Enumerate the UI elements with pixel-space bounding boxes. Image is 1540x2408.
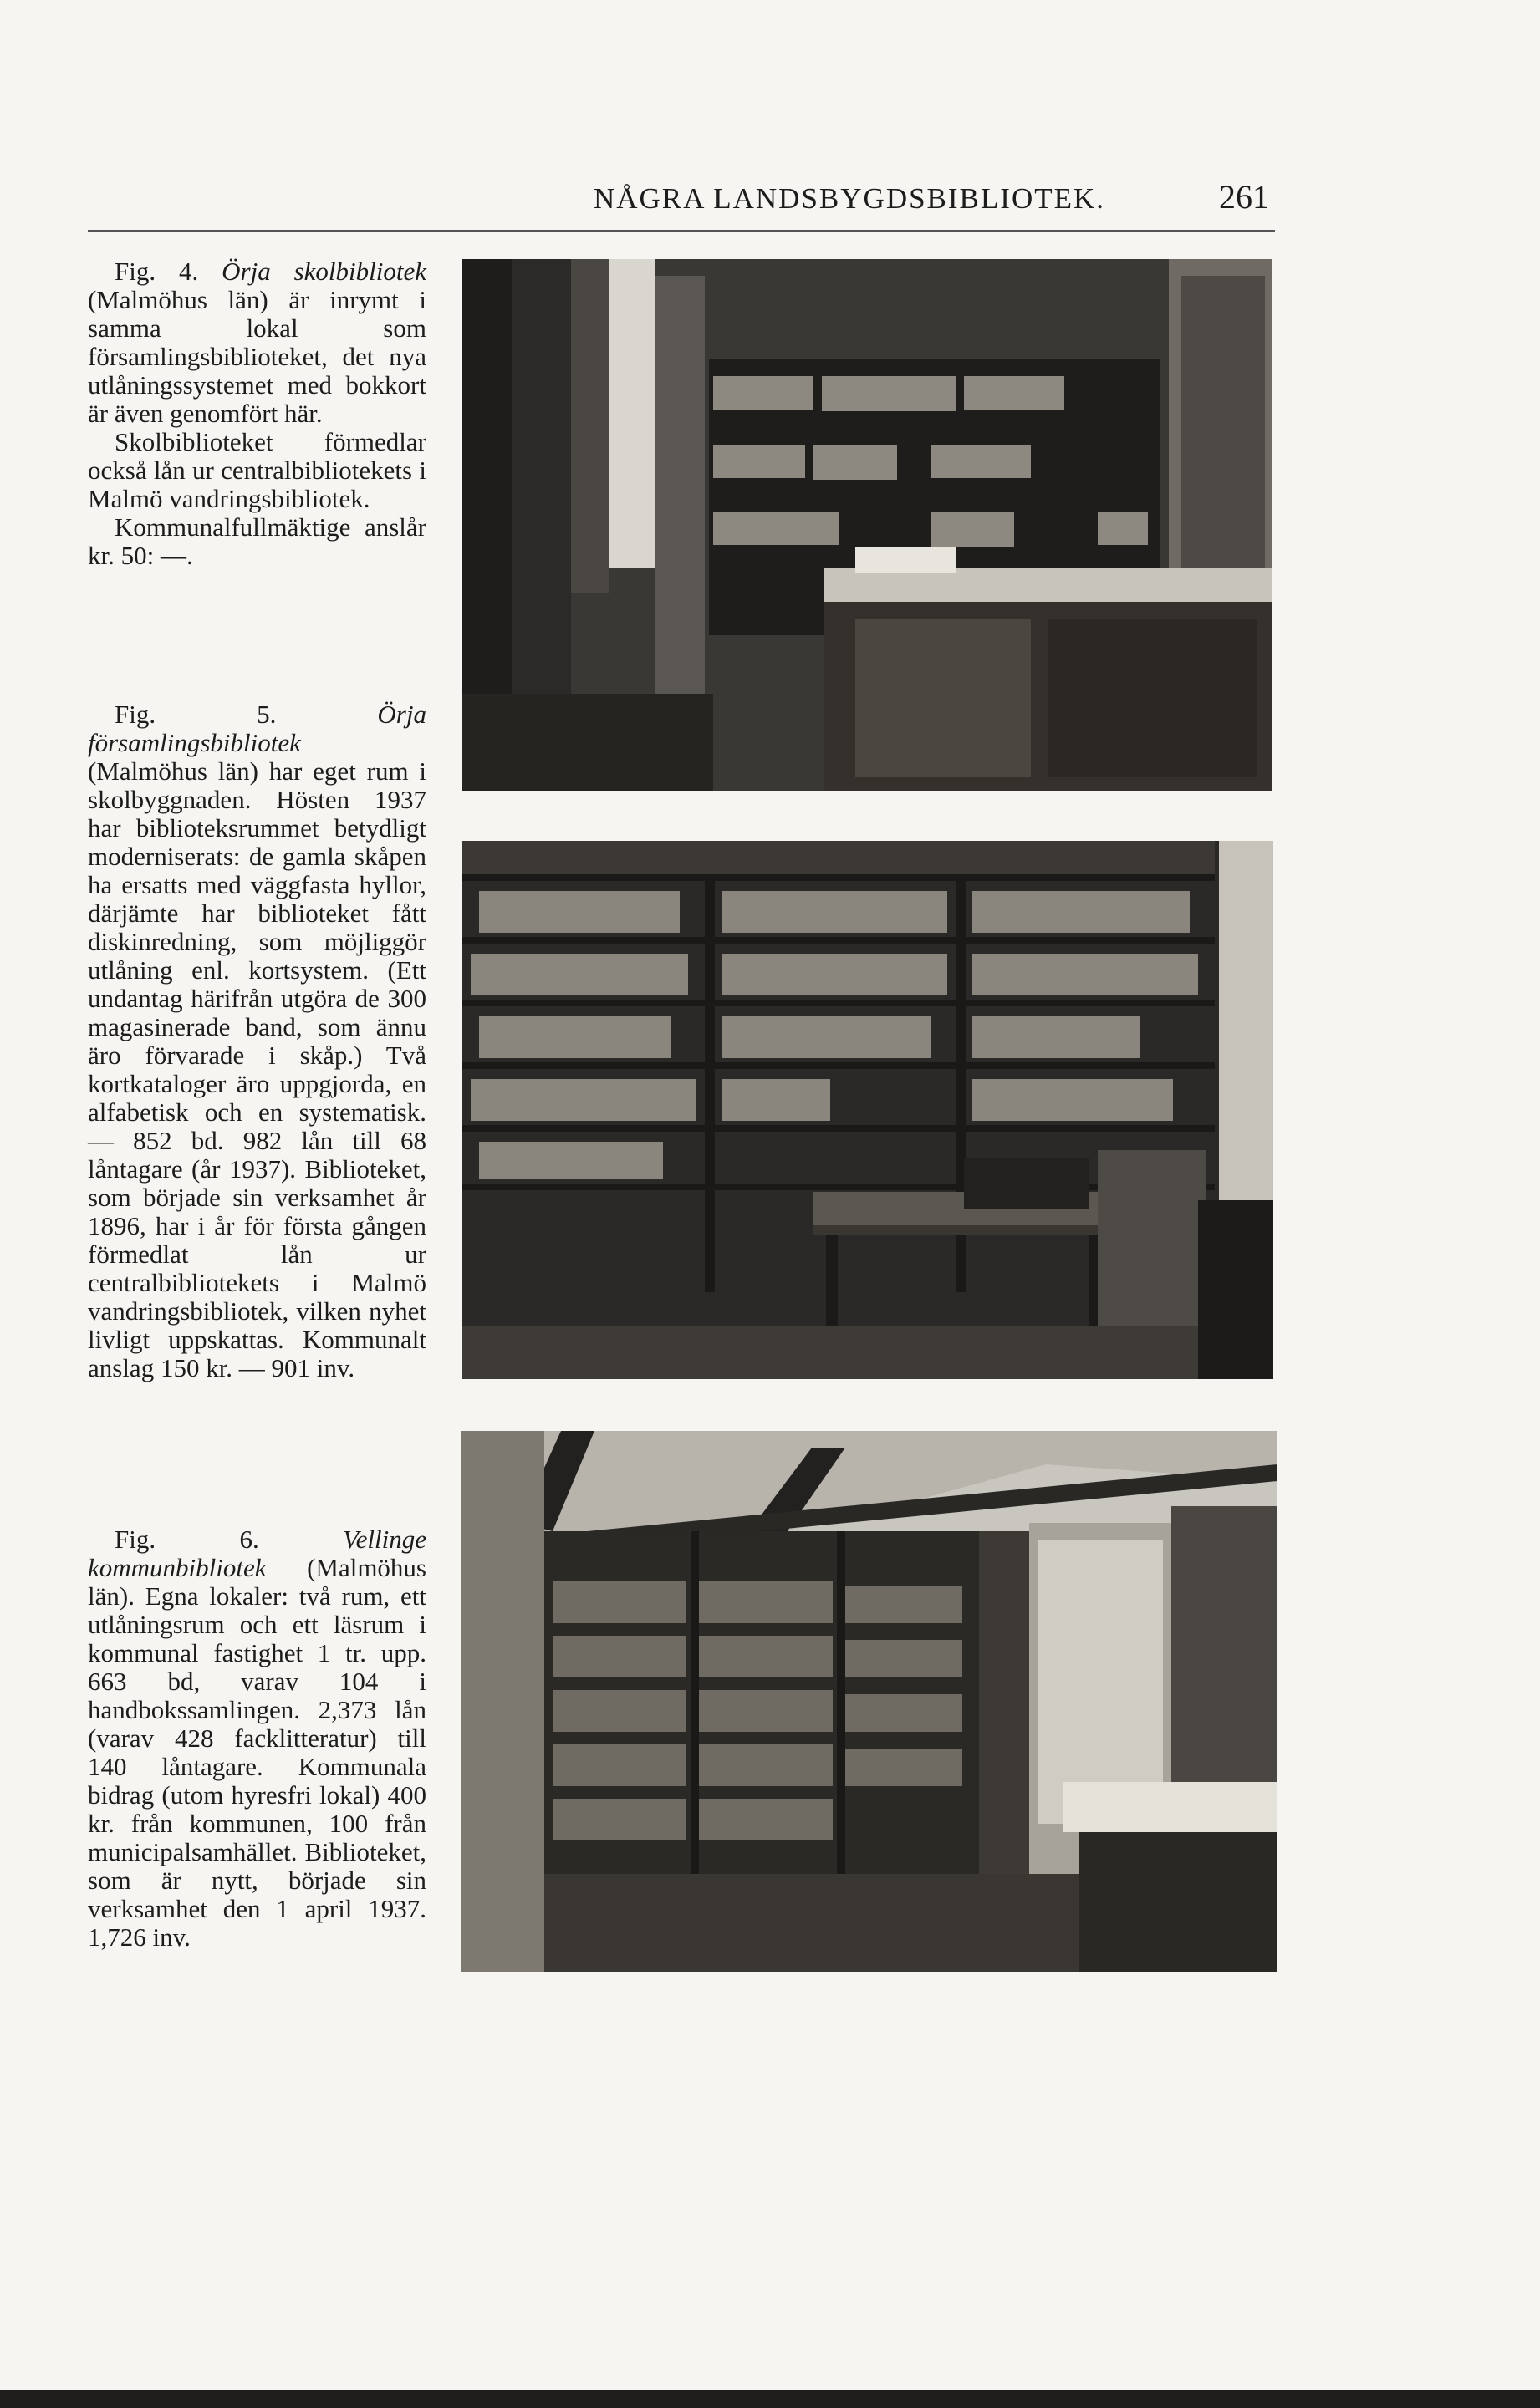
caption-fig-6 [88, 1525, 426, 1952]
caption-paragraph: Kommunalfullmäktige anslår kr. 50: —. [88, 512, 426, 570]
page-number: 261 [1219, 178, 1269, 216]
caption-paragraph: Skolbiblioteket förmedlar också lån ur centralbibliotekets i Malmö vandringsbibliotek. [88, 427, 426, 513]
caption-fig-5 [88, 700, 426, 1382]
caption-body: (Malmöhus län) har eget rum i skolbyggnaden. Hösten 1937 har biblioteksrummet betydligt moderniserats: de gamla skåpen ha ersatts med väggfasta hyllor, därjämte har biblioteket fått diskinredning, som möjliggör utlåning enl. kortsystem. (Ett undantag härifrån utgöra de 300 magasinerade band, som ännu äro förvarade i skåp.) Två kortkataloger äro uppgjorda, en alfabetisk och en systematisk. — 852 bd. 982 lån till 68 låntagare (år 1937). Biblioteket, som började sin verksamhet år 1896, har i år för första gången förmedlat lån ur centralbibliotekets i Malmö vandringsbibliotek, vilken nyhet livligt uppskattas. Kommunalt anslag 150 kr. — 901 inv. [88, 756, 426, 1382]
photo-fig-6 [461, 1431, 1277, 1972]
fig-label: Fig. 6. [115, 1525, 259, 1554]
fig-label: Fig. 4. [115, 257, 199, 286]
fig-title: Örja församlingsbibliotek [88, 700, 426, 757]
caption-body: (Malmöhus län) är inrymt i samma lokal som församlingsbiblioteket, det nya utlåningssystemet med bokkort är även genomfört här. [88, 285, 426, 428]
photo-fig-5 [462, 841, 1273, 1379]
caption-fig-4 [88, 257, 426, 570]
fig-title: Örja skolbibliotek [222, 257, 426, 286]
fig-title: Vellinge kommunbibliotek [88, 1525, 426, 1582]
photo-fig-4 [462, 259, 1272, 791]
header-rule [88, 230, 1275, 232]
fig-label: Fig. 5. [115, 700, 277, 729]
running-head: NÅGRA LANDSBYGDSBIBLIOTEK. [593, 182, 1106, 215]
caption-body: (Malmöhus län). Egna lokaler: två rum, ett utlåningsrum och ett läsrum i kommunal fastighet 1 tr. upp. 663 bd, varav 104 i handbokssamlingen. 2,373 lån (varav 428 facklitteratur) till 140 låntagare. Kommunala bidrag (utom hyresfri lokal) 400 kr. från kommunen, 100 från municipalsamhället. Biblioteket, som är nytt, började sin verksamhet den 1 april 1937. 1,726 inv. [88, 1553, 426, 1952]
scan-edge [0, 2390, 1540, 2408]
